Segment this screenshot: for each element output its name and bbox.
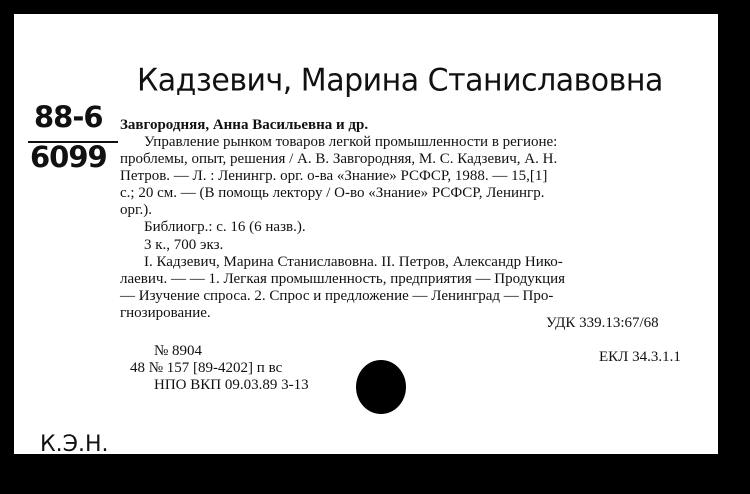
description-line: с.; 20 см. — (В помощь лектору / О-во «Знание» РСФСР, Ленингр. <box>120 185 545 201</box>
npo-line: НПО ВКП 09.03.89 3-13 <box>154 377 309 393</box>
ekl-code: ЕКЛ 34.3.1.1 <box>599 349 681 365</box>
description-line: Петров. — Л. : Ленингр. орг. о-ва «Знание» РСФСР, 1988. — 15,[1] <box>120 168 548 184</box>
bibliography-note: Библиогр.: с. 16 (6 назв.). <box>144 219 306 235</box>
description-line: проблемы, опыт, решения / А. В. Завгородняя, М. С. Кадзевич, А. Н. <box>120 151 558 167</box>
tracing-line: — Изучение спроса. 2. Спрос и предложение — Ленинград — Про- <box>120 288 554 304</box>
call-number-top: 88-6 <box>34 100 103 134</box>
call-number-bottom: 6099 <box>30 140 107 174</box>
tracing-line: лаевич. — — 1. Легкая промышленность, предприятия — Продукция <box>120 271 566 287</box>
record-number: № 8904 <box>154 343 203 359</box>
card-number: 48 № 157 [89-4202] п вс <box>130 360 283 376</box>
catalog-card <box>14 14 718 457</box>
tracing-line: I. Кадзевич, Марина Станиславовна. II. Петров, Александр Нико- <box>144 254 563 270</box>
udk-code: УДК 339.13:67/68 <box>546 315 659 331</box>
handwritten-note: К.Э.Н. <box>40 432 109 457</box>
description-line: Управление рынком товаров легкой промышленности в регионе: <box>144 134 558 150</box>
tracing-line: гнозирование. <box>120 305 211 321</box>
handwritten-author-heading: Кадзевич, Марина Станиславовна <box>137 62 663 99</box>
ink-blot <box>356 360 406 414</box>
description-line: орг.). <box>120 202 152 218</box>
main-entry: Завгородняя, Анна Васильевна и др. <box>120 117 369 133</box>
copies-note: 3 к., 700 экз. <box>144 237 224 253</box>
